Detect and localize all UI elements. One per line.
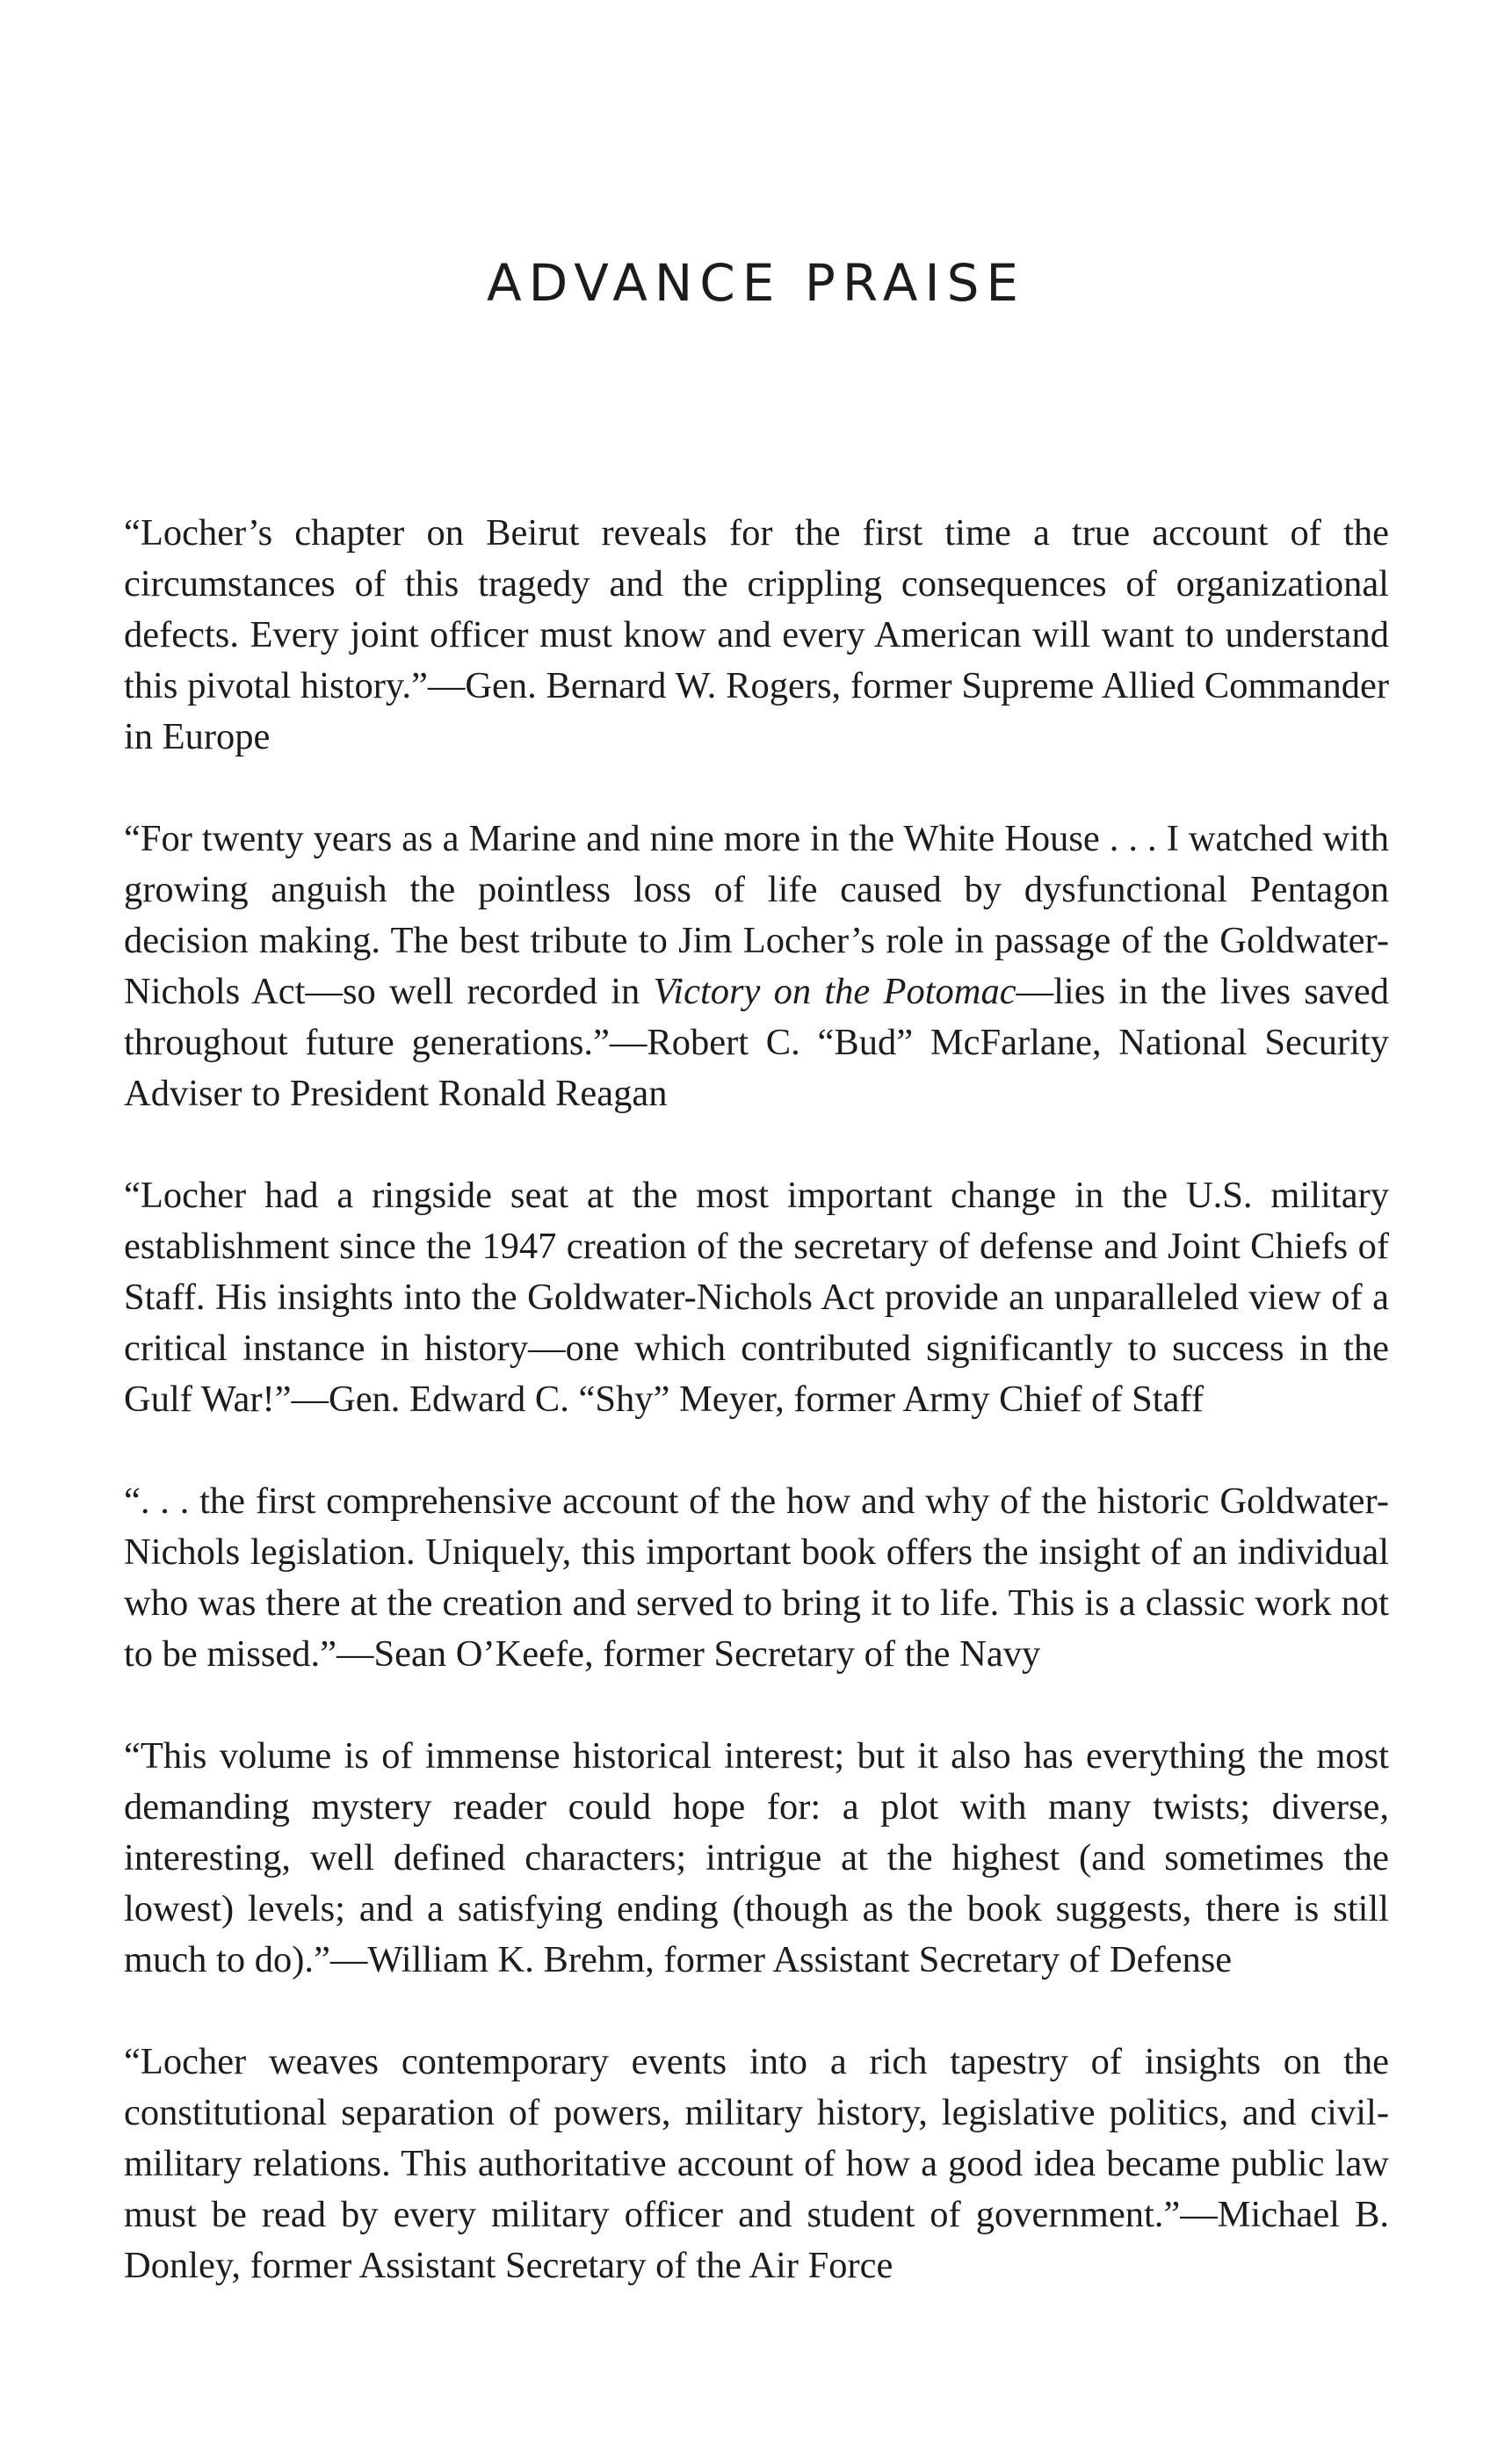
praise-quote-brehm: “This volume is of immense historical interest; but it also has everything the most demanding mystery reader could hope for: a plot with many twists; diverse, interesting, well defined characters; intrigue at the highest (and sometimes the lowest) levels; and a satisfying ending (though as the book suggests, there is still much to do).”—William K. Brehm, former Assistant Secretary of Defense xyxy=(124,1735,1389,1980)
quote-text-after-title: —lies in the lives saved throughout future generations.”—Robert C. “Bud” McFarlane, National Security Adviser to President Ronald Reagan xyxy=(124,971,1389,1114)
praise-quote-donley: “Locher weaves contemporary events into a rich tapestry of insights on the constitutional separation of powers, military history, legislative politics, and civil-military relations. This authoritative account of how a good idea became public law must be read by every military officer and student of government.”—Michael B. Donley, former Assistant Secretary of the Air Force xyxy=(124,2041,1389,2286)
praise-quote-meyer: “Locher had a ringside seat at the most important change in the U.S. military establishment since the 1947 creation of the secretary of defense and Joint Chiefs of Staff. His insights into the Goldwater-Nichols Act provide an unparalleled view of a critical instance in history—one which contributed significantly to success in the Gulf War!”—Gen. Edward C. “Shy” Meyer, former Army Chief of Staff xyxy=(124,1175,1389,1420)
page-title: ADVANCE PRAISE xyxy=(486,253,1026,313)
praise-quote-okeefe: “. . . the first comprehensive account of the how and why of the historic Goldwater-Nichols legislation. Uniquely, this important book offers the insight of an individual who was there at the creation and served to bring it to life. This is a classic work not to be missed.”—Sean O’Keefe, former Secretary of the Navy xyxy=(124,1480,1389,1675)
book-title-italic: Victory on the Potomac xyxy=(653,971,1016,1012)
praise-quote-mcfarlane xyxy=(124,814,1389,1119)
praise-quote-rogers: “Locher’s chapter on Beirut reveals for the first time a true account of the circumstances of this tragedy and the crippling consequences of organizational defects. Every joint officer must know and every American will want to understand this pivotal history.”—Gen. Bernard W. Rogers, former Supreme Allied Commander in Europe xyxy=(124,512,1389,757)
praise-quotes xyxy=(124,508,1389,2342)
quote-text-before-title: “For twenty years as a Marine and nine more in the White House . . . I watched with growing anguish the pointless loss of life caused by dysfunctional Pentagon decision making. The best tribute to Jim Locher’s role in passage of the Goldwater-Nichols Act—so well recorded in xyxy=(124,818,1389,1012)
